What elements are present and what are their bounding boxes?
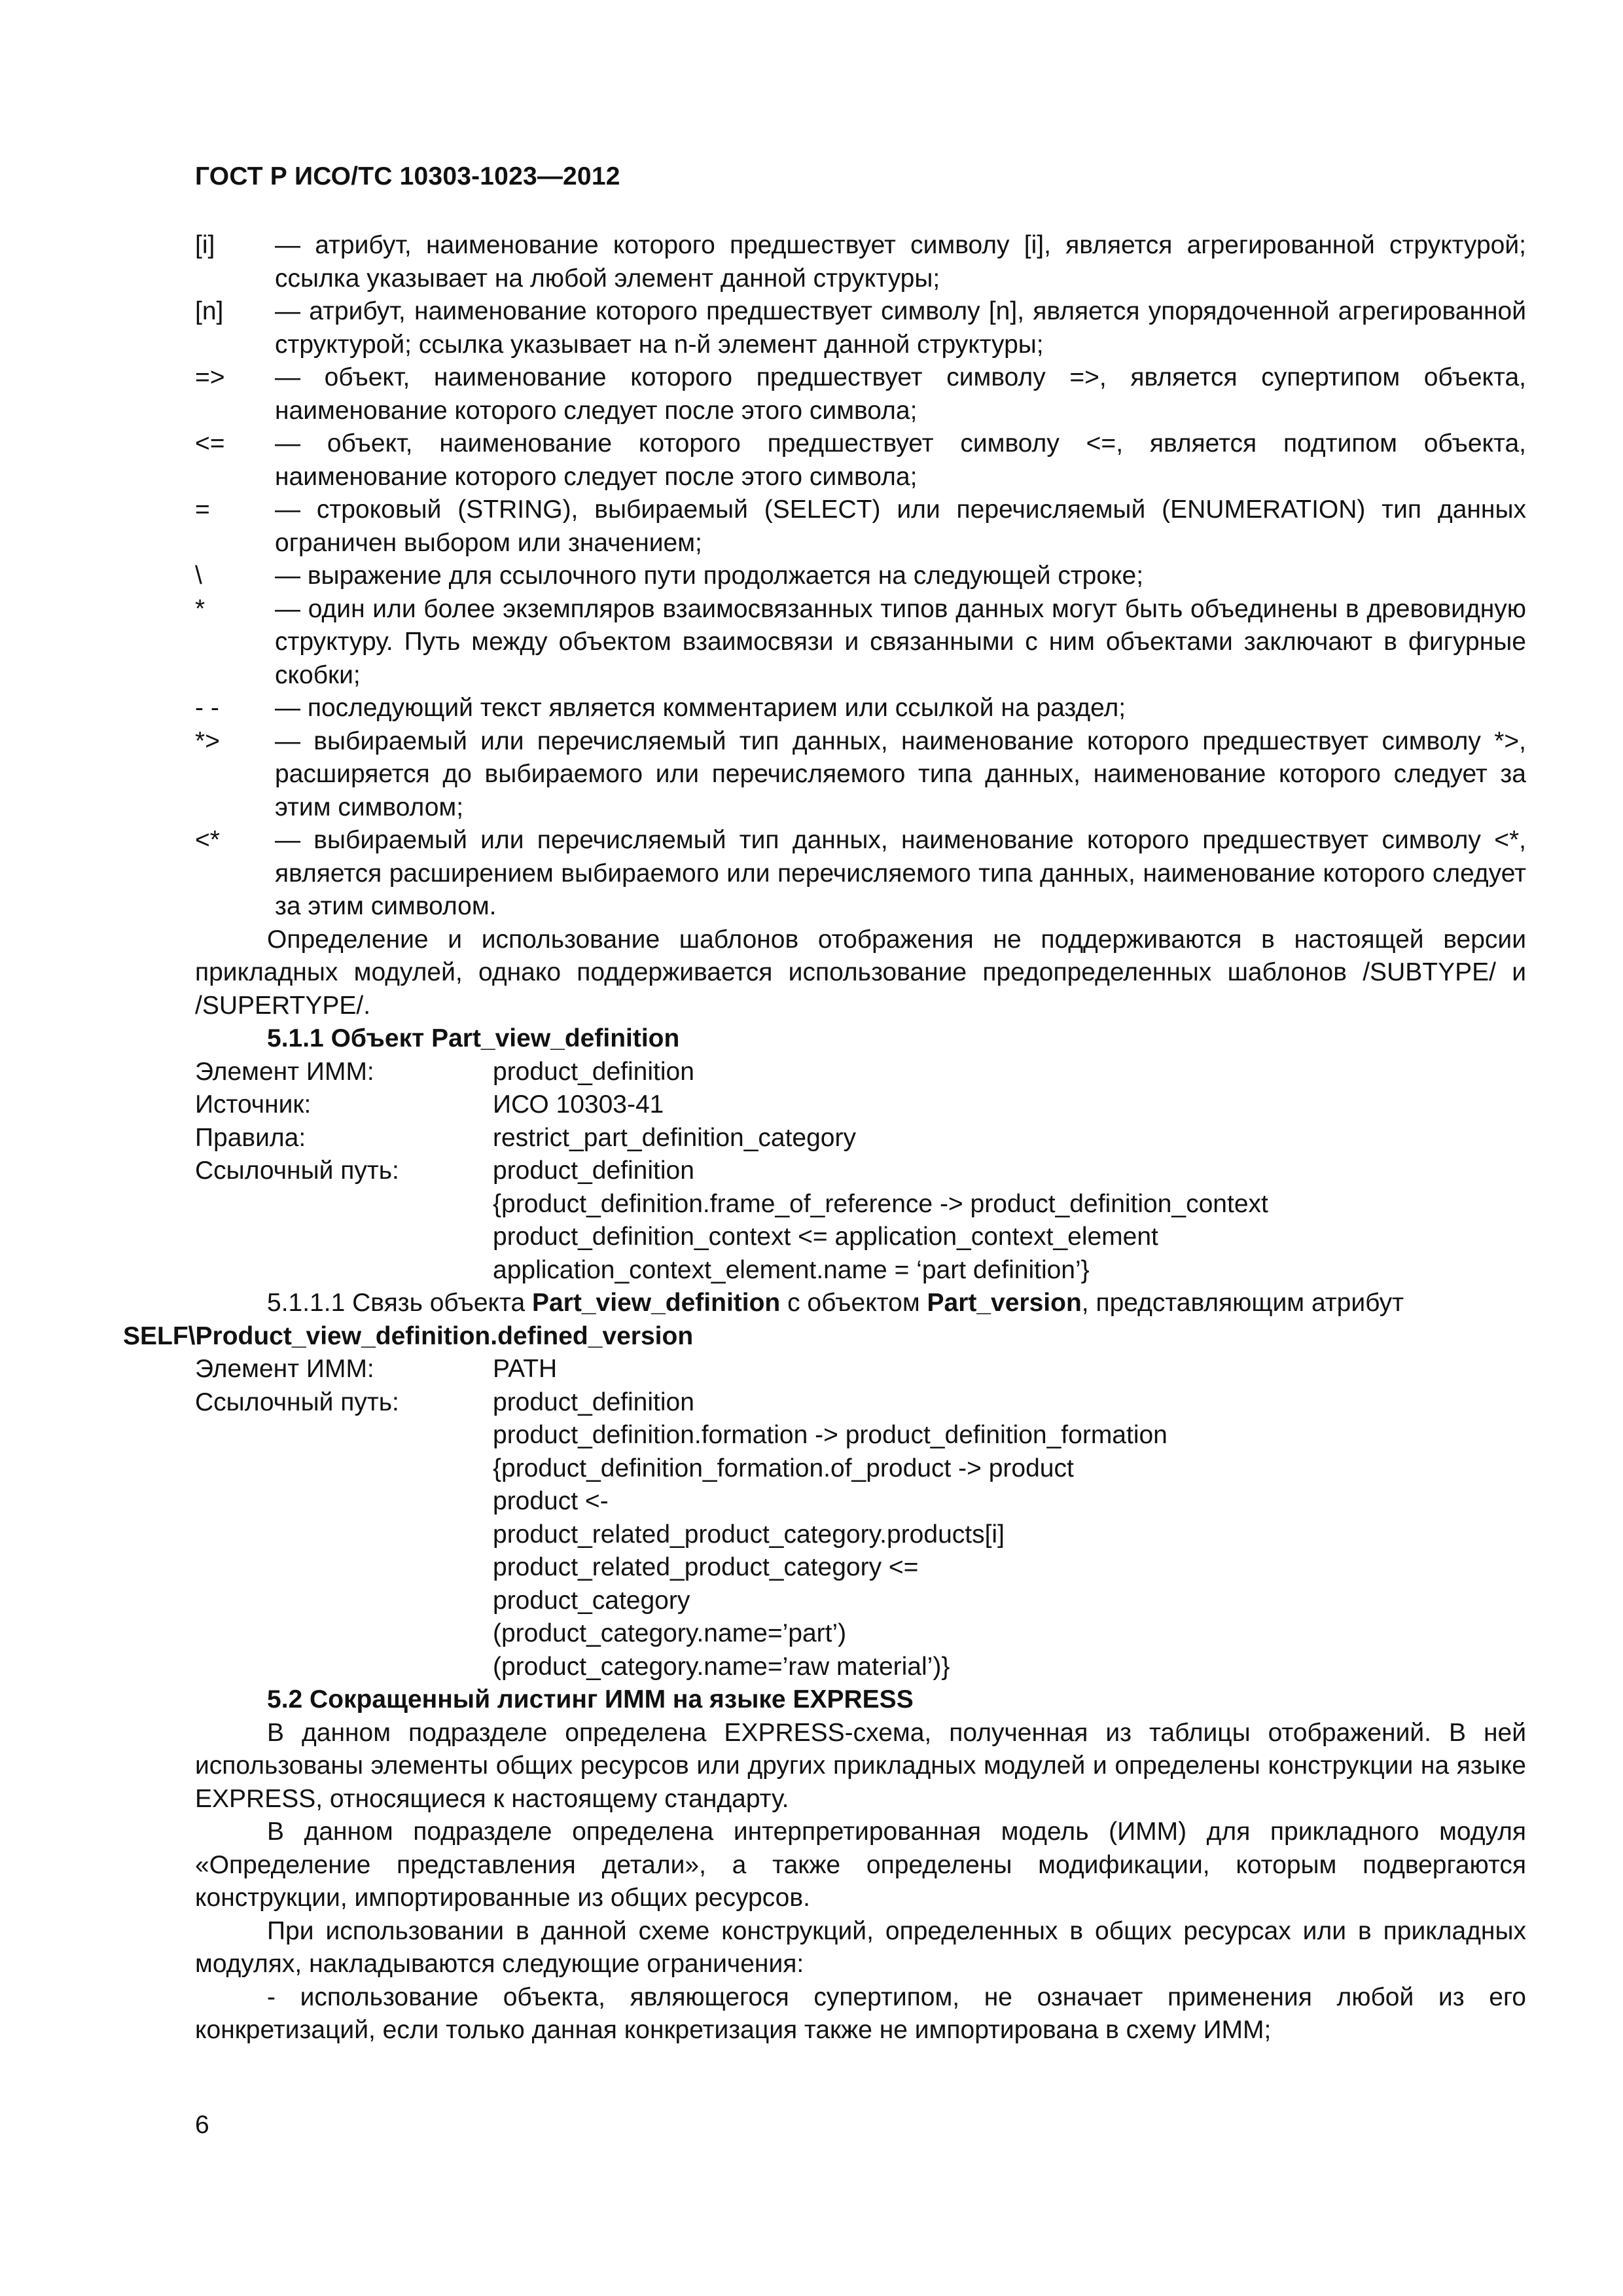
templates-paragraph: Определение и использование шаблонов отображения не поддерживаются в настоящей версии прикладных модулей, однако поддерживается использование предопределенных шаблонов /SUBTYPE/ и /SUPERTYPE/. — [195, 925, 1526, 1020]
path-line: (product_category.name=’raw material’)} — [493, 1652, 950, 1681]
source-label: Источник: — [195, 1090, 312, 1119]
mapping-5-1-1 — [195, 1056, 1526, 1287]
path-label: Ссылочный путь: — [195, 1157, 399, 1185]
page-number: 6 — [195, 2111, 209, 2139]
paragraph: В данном подразделе определена интерпретированная модель (ИММ) для прикладного модуля «Определение представления детали», а также определены модификации, которым подвергаются конструкции, импортированные из общих ресурсов. — [195, 1818, 1526, 1912]
symbol: *> — [195, 726, 220, 755]
symbol-text: — один или более экземпляров взаимосвязанных типов данных могут быть объединены в древовидную структуру. Путь между объектом взаимосвязи и связанными с ним объектами заключают в фигурные скобки; — [275, 594, 1526, 689]
paragraph: В данном подразделе определена EXPRESS-схема, полученная из таблицы отображений. В ней использованы элементы общих ресурсов или других прикладных модулей и определены конструкции на языке EXPRESS, относящиеся к настоящему стандарту. — [195, 1718, 1526, 1813]
path-line: {product_definition_formation.of_product -> product — [493, 1454, 1074, 1482]
mapping-5-1-1-1 — [195, 1353, 1526, 1683]
section-number: 5.1.1.1 — [267, 1289, 346, 1317]
path-row — [195, 1155, 1526, 1188]
symbol-definition — [195, 824, 1526, 924]
paragraph: При использовании в данной схеме конструкций, определенных в общих ресурсах или в прикладных модулях, накладываются следующие ограничения: — [195, 1916, 1526, 1978]
symbol: - - — [195, 694, 219, 722]
symbol: [i] — [195, 231, 215, 259]
symbol-definition — [195, 593, 1526, 692]
path-line: {product_definition.frame_of_reference -> product_definition_context — [493, 1189, 1268, 1218]
element-row — [195, 1056, 1526, 1089]
path-line: product_definition — [493, 1388, 694, 1416]
symbol-text: — последующий текст является комментарием или ссылкой на раздел; — [275, 694, 1126, 722]
path-line: product_related_product_category.products[i] — [493, 1520, 1005, 1549]
symbol-definition — [195, 295, 1526, 361]
source-value: ИСО 10303-41 — [493, 1090, 664, 1119]
path-line: product_category — [493, 1586, 690, 1615]
symbol-definition — [195, 560, 1526, 593]
paragraph: - использование объекта, являющегося супертипом, не означает применения любой из его конкретизаций, если только данная конкретизация также не импортирована в схему ИММ; — [195, 1982, 1526, 2044]
symbol: * — [195, 594, 205, 623]
section-heading-5-1-1-1 — [123, 1287, 1526, 1353]
symbol: [n] — [195, 297, 224, 325]
rules-value: restrict_part_definition_category — [493, 1123, 856, 1152]
symbol-text: — выражение для ссылочного пути продолжается на следующей строке; — [275, 562, 1144, 590]
path-line: (product_category.name=’part’) — [493, 1619, 847, 1647]
relation-text: Связь объекта — [352, 1289, 526, 1317]
element-value: product_definition — [493, 1057, 694, 1086]
symbol-text: — атрибут, наименование которого предшествует символу [i], является агрегированной структурой; ссылка указывает на любой элемент данной структуры; — [275, 231, 1526, 293]
symbol-definition — [195, 493, 1526, 560]
symbol: \ — [195, 562, 202, 590]
symbol: <* — [195, 826, 220, 854]
section-heading-5-1-1: 5.1.1 Объект Part_view_definition — [267, 1024, 680, 1052]
section-heading-5-2: 5.2 Сокращенный листинг ИММ на языке EXPRESS — [267, 1685, 914, 1713]
page-content — [123, 229, 1526, 2047]
symbol-text: — строковый (STRING), выбираемый (SELECT) или перечисляемый (ENUMERATION) тип данных ограничен выбором или значением; — [275, 495, 1526, 557]
document-header: ГОСТ Р ИСО/ТС 10303-1023—2012 — [195, 162, 620, 190]
symbol-definition — [195, 725, 1526, 825]
symbol: = — [195, 495, 210, 524]
relation-text: , представляющим атрибут — [1081, 1289, 1404, 1317]
path-line: product_definition — [493, 1157, 694, 1185]
element-row — [195, 1353, 1526, 1386]
attribute-name: SELF\Product_view_definition.defined_version — [123, 1321, 694, 1350]
symbol-definition — [195, 692, 1526, 725]
path-line: application_context_element.name = ‘part definition’} — [493, 1255, 1090, 1284]
symbol: <= — [195, 429, 225, 457]
path-label: Ссылочный путь: — [195, 1388, 399, 1416]
symbol-definition — [195, 361, 1526, 427]
element-label: Элемент ИММ: — [195, 1355, 374, 1383]
source-row — [195, 1088, 1526, 1122]
symbol: => — [195, 363, 225, 391]
path-line: product_definition.formation -> product_definition_formation — [493, 1421, 1168, 1449]
entity-name: Part_view_definition — [531, 1289, 781, 1317]
entity-name: Part_version — [927, 1289, 1082, 1317]
symbol-text: — объект, наименование которого предшествует символу =>, является супертипом объекта, наименование которого следует после этого символа; — [275, 363, 1526, 425]
symbol-definition — [195, 427, 1526, 493]
symbol-definition — [195, 229, 1526, 295]
symbol-definitions — [195, 229, 1526, 924]
element-label: Элемент ИММ: — [195, 1057, 374, 1086]
symbol-text: — объект, наименование которого предшествует символу <=, является подтипом объекта, наименование которого следует после этого символа; — [275, 429, 1526, 491]
symbol-text: — атрибут, наименование которого предшествует символу [n], является упорядоченной агрегированной структурой; ссылка указывает на n-й элемент данной структуры; — [275, 297, 1526, 359]
path-line: product_related_product_category <= — [493, 1553, 919, 1581]
relation-text: с объектом — [787, 1289, 920, 1317]
rules-label: Правила: — [195, 1123, 306, 1152]
symbol-text: — выбираемый или перечисляемый тип данных, наименование которого предшествует символу *>, расширяется до выбираемого или перечисляемого типа данных, наименование которого следует за этим символом; — [275, 726, 1526, 821]
path-row — [195, 1386, 1526, 1420]
path-line: product_definition_context <= application_context_element — [493, 1223, 1158, 1251]
element-value: PATH — [493, 1355, 558, 1383]
path-line: product <- — [493, 1487, 609, 1515]
symbol-text: — выбираемый или перечисляемый тип данных, наименование которого предшествует символу <*, является расширением выбираемого или перечисляемого типа данных, наименование которого следует за этим символом. — [275, 826, 1526, 920]
rules-row — [195, 1122, 1526, 1155]
